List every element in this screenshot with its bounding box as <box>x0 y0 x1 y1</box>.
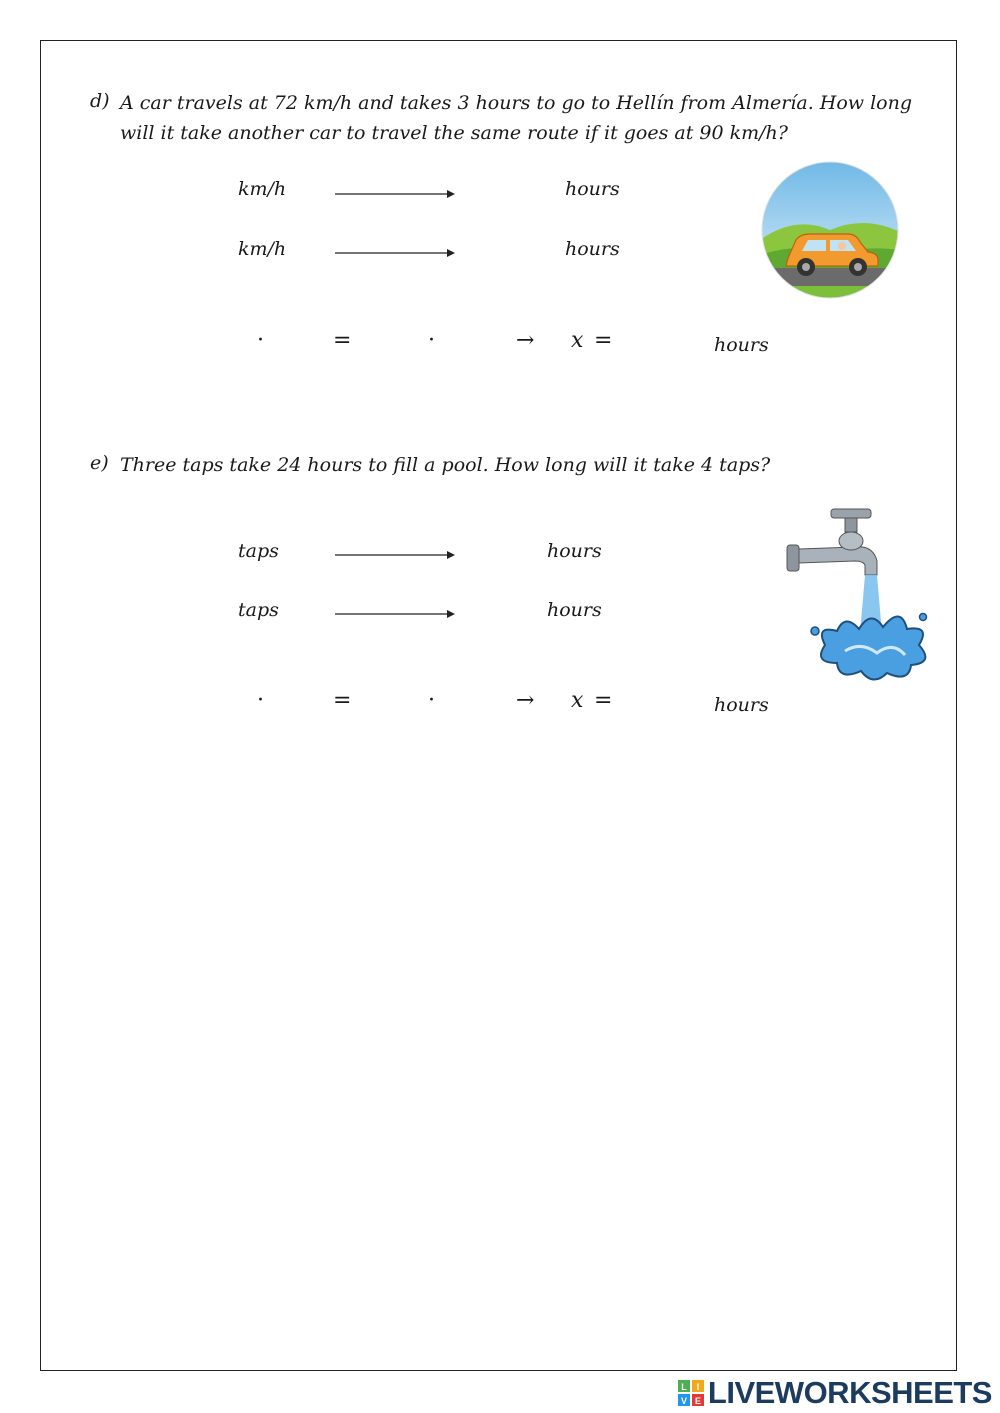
liveworksheets-logo <box>678 1377 992 1409</box>
d-eq-input-1[interactable] <box>200 330 255 358</box>
d-row2-left-unit: km/h <box>238 238 287 260</box>
car-illustration-icon <box>760 160 900 300</box>
e-row1-left-input[interactable] <box>150 538 230 564</box>
question-d-letter: d) <box>90 90 110 112</box>
logo-letter-v: V <box>680 1396 687 1406</box>
d-result-unit: hours <box>714 334 769 356</box>
e-answer-input[interactable] <box>625 692 705 720</box>
e-row2-arrow-icon <box>335 608 457 620</box>
logo-letter-e: E <box>694 1396 701 1406</box>
d-eq-input-3[interactable] <box>365 330 425 358</box>
e-result-unit: hours <box>714 694 769 716</box>
e-row1-left-unit: taps <box>238 540 279 562</box>
e-row2-right-input[interactable] <box>460 597 540 623</box>
e-row2-left-unit: taps <box>238 599 279 621</box>
e-row2-left-input[interactable] <box>150 597 230 623</box>
d-row2-right-input[interactable] <box>478 236 558 262</box>
d-answer-input[interactable] <box>625 332 705 360</box>
d-eq-input-2[interactable] <box>270 330 325 358</box>
e-eq-equals: = <box>333 688 352 713</box>
e-eq-input-2[interactable] <box>270 690 325 718</box>
d-eq-equals: = <box>333 328 352 353</box>
e-eq-input-4[interactable] <box>442 690 502 718</box>
e-eq-equals-2: = <box>594 688 613 713</box>
e-row1-right-input[interactable] <box>460 538 540 564</box>
e-row1-right-unit: hours <box>547 540 602 562</box>
logo-text: LIVEWORKSHEETS <box>707 1375 992 1410</box>
d-row1-right-unit: hours <box>565 178 620 200</box>
tap-illustration-icon <box>785 505 935 687</box>
logo-letter-i: I <box>696 1382 700 1392</box>
d-row2-arrow-icon <box>335 247 457 259</box>
d-eq-input-4[interactable] <box>442 330 502 358</box>
e-eq-dot-2: · <box>428 688 435 713</box>
d-eq-dot-1: · <box>257 328 264 353</box>
e-row2-right-unit: hours <box>547 599 602 621</box>
d-eq-arrow: → <box>516 328 535 353</box>
d-row1-left-input[interactable] <box>150 176 230 202</box>
d-eq-dot-2: · <box>428 328 435 353</box>
e-eq-x: x <box>571 688 584 713</box>
d-row1-right-input[interactable] <box>478 176 558 202</box>
e-eq-arrow: → <box>516 688 535 713</box>
question-d-text: A car travels at 72 km/h and takes 3 hours to go to Hellín from Almería. How long will it take another car to travel the same route if it goes at 90 km/h? <box>120 92 913 144</box>
e-eq-input-3[interactable] <box>365 690 425 718</box>
d-row2-right-unit: hours <box>565 238 620 260</box>
d-row1-left-unit: km/h <box>238 178 287 200</box>
e-eq-dot-1: · <box>257 688 264 713</box>
d-row2-left-input[interactable] <box>150 236 230 262</box>
d-eq-x: x <box>571 328 584 353</box>
question-e-text: Three taps take 24 hours to fill a pool. How long will it take 4 taps? <box>120 454 771 476</box>
e-eq-input-1[interactable] <box>200 690 255 718</box>
e-row1-arrow-icon <box>335 549 457 561</box>
d-row1-arrow-icon <box>335 188 457 200</box>
question-e-letter: e) <box>90 452 109 474</box>
d-eq-equals-2: = <box>594 328 613 353</box>
logo-blocks-icon <box>678 1380 704 1406</box>
logo-letter-l: L <box>681 1382 687 1392</box>
